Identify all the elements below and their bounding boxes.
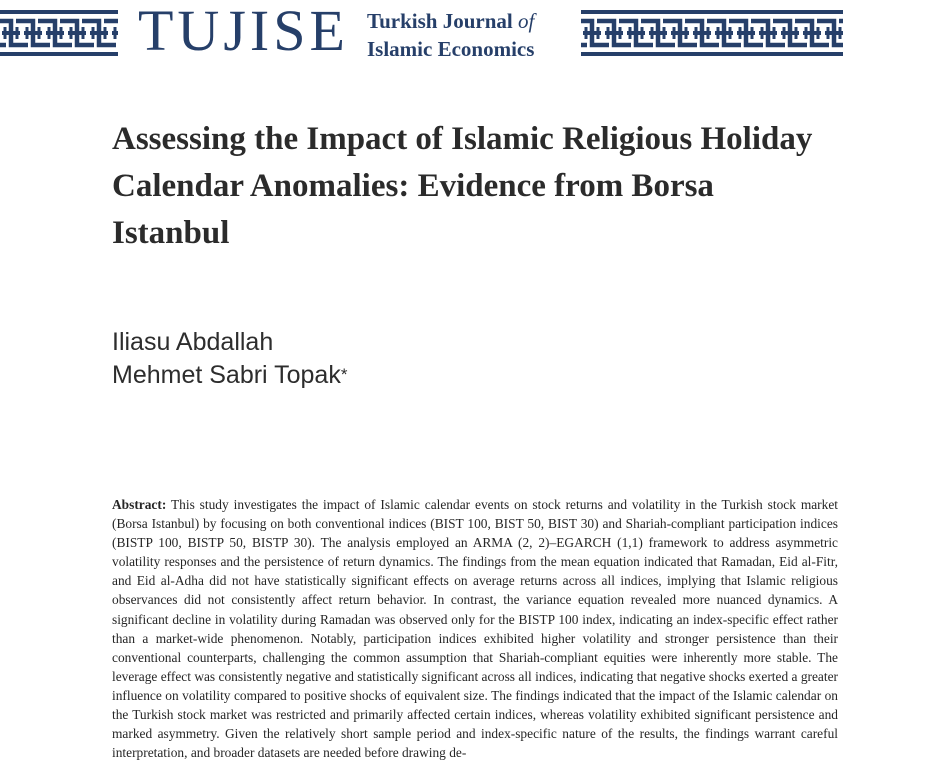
author-list — [112, 326, 347, 392]
author-name — [112, 326, 347, 359]
article-title: Assessing the Impact of Islamic Religious Holiday Calendar Anomalies: Evidence from Borsa Istanbul — [112, 121, 813, 251]
abstract — [112, 495, 838, 762]
journal-name-of: of — [517, 9, 535, 33]
journal-name-line-2: Islamic Economics — [367, 37, 535, 61]
journal-name-prefix: Turkish Journal — [367, 9, 513, 33]
decorative-knot-pattern-left — [0, 10, 118, 56]
author-name-text: Iliasu Abdallah — [112, 328, 274, 356]
corresponding-author-mark: * — [340, 365, 348, 384]
journal-logo-wordmark: TUJISE — [138, 0, 349, 63]
author-name-text: Mehmet Sabri Topak — [112, 361, 341, 389]
author-name — [112, 359, 347, 392]
journal-name — [367, 7, 534, 63]
journal-name-line-1 — [367, 7, 534, 35]
journal-masthead — [0, 0, 945, 72]
abstract-body: This study investigates the impact of Islamic calendar events on stock returns and volatility in the Turkish stock market (Borsa Istanbul) by focusing on both conventional indices (BIST 100, BIST 50, BIST 30) and Shariah-compliant participation indices (BISTP 100, BISTP 50, BISTP 30). The analysis employed an ARMA (2, 2)–EGARCH (1,1) framework to address asymmetric volatility responses and the persistence of return dynamics. The findings from the mean equation indicated that Ramadan, Eid al-Fitr, and Eid al-Adha did not have statistically significant effects on average returns across all indices, implying that Islamic religious observances did not consistently affect return behavior. In contrast, the variance equation revealed more nuanced dynamics. A significant decline in volatility during Ramadan was observed only for the BISTP 100 index, indicating an index-specific effect rather than a market-wide phenomenon. Notably, participation indices exhibited higher volatility and stronger persistence than their conventional counterparts, challenging the common assumption that Shariah-compliant equities were inherently more stable. The leverage effect was consistently negative and statistically significant across all indices, indicating that negative shocks exerted a greater influence on volatility compared to positive shocks of equivalent size. The findings indicated that the impact of the Islamic calendar on the Turkish stock market was restricted and primarily affected certain indices, whereas volatility exhibited significant persistence and marked asymmetry. Given the relatively short sample period and index-specific nature of the results, the findings warrant careful interpretation, and broader datasets are needed before drawing de- — [112, 497, 838, 761]
decorative-knot-pattern-right — [581, 10, 843, 56]
abstract-label: Abstract: — [112, 497, 167, 512]
